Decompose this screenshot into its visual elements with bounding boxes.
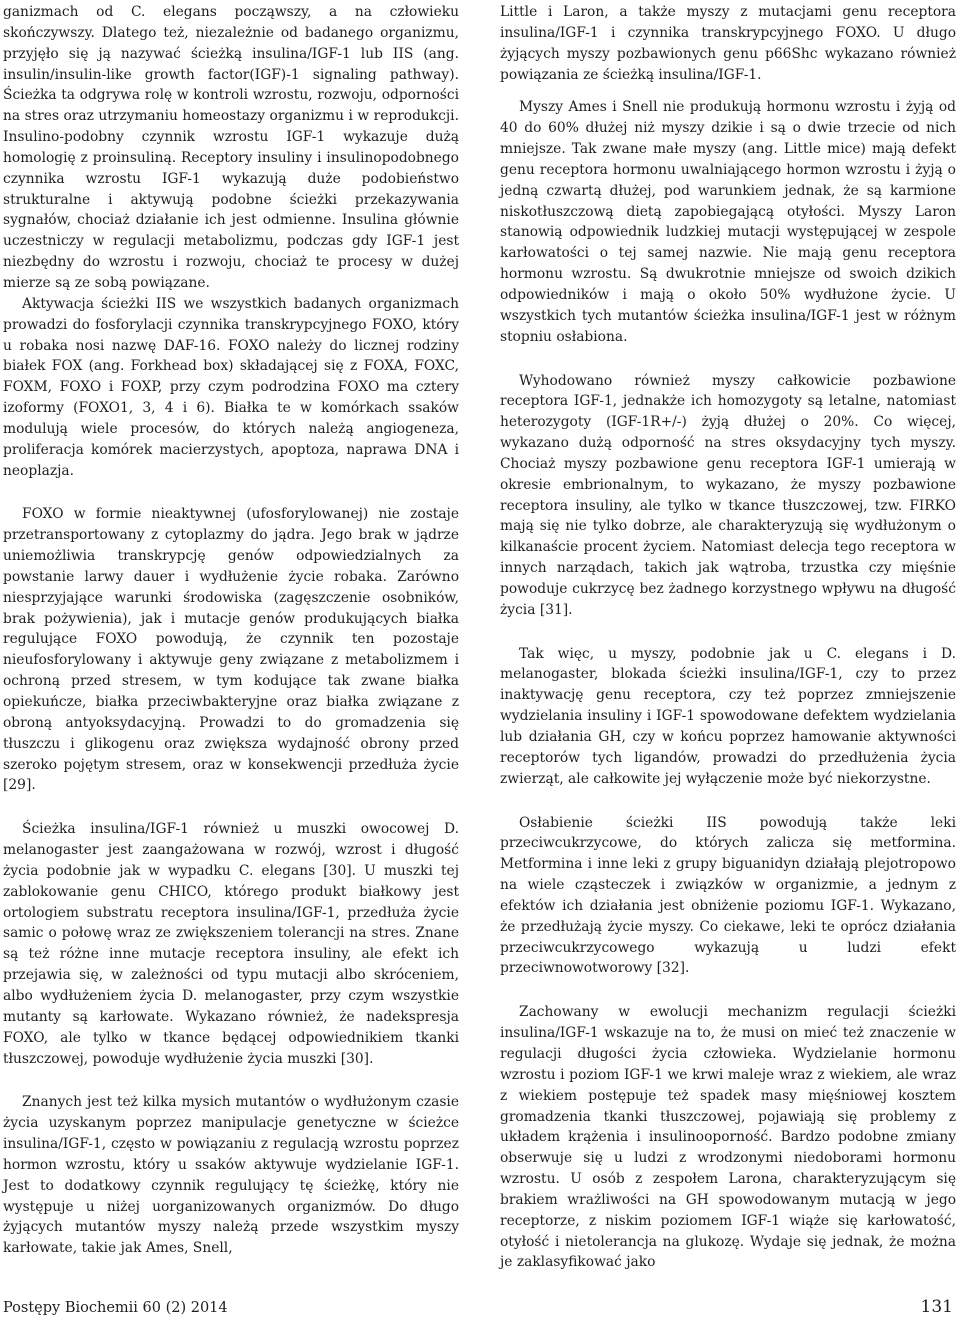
journal-citation: Postępy Biochemii 60 (2) 2014 xyxy=(3,1300,228,1316)
left-text-column xyxy=(3,2,459,1259)
paragraph: Znanych jest też kilka mysich mutantów o wydłużonym czasie życia uzyskanym poprzez manipulacje genetyczne w ścieżce insulina/IGF-1, często w powiązaniu z regulacją wzrostu poprzez hormon wzrostu, który u ssaków aktywuje wydzielanie IGF-1. Jest to dodatkowy czynnik regulujący tę ścieżkę, który nie występuje u niżej uorganizowanych organizmów. Do długo żyjących mutantów myszy należą przede wszystkim myszy karłowate, takie jak Ames, Snell, xyxy=(3,1094,459,1257)
paragraph: Aktywacja ścieżki IIS we wszystkich badanych organizmach prowadzi do fosforylacji czynnika transkrypcyjnego FOXO, który u robaka nosi nazwę DAF-16. FOXO należy do licznej rodziny białek FOX (ang. Forkhead box) składającej się z FOXA, FOXC, FOXM, FOXO i FOXP, przy czym podrodzina FOXO ma cztery izoformy (FOXO1, 3, 4 i 6). Białka te w komórkach ssaków modulują wiele procesów, do których należą angiogeneza, proliferacja komórek macierzystych, apoptoza, naprawa DNA i neoplazja. xyxy=(3,295,459,479)
right-text-column xyxy=(500,2,956,1273)
paragraph: Osłabienie ścieżki IIS powodują także leki przeciwcukrzycowe, do których zalicza się metformina. Metformina i inne leki z grupy biguanidyn działają plejotropowo na wiele cząsteczek i związków w organizmie, a jednym z efektów ich działania jest obniżenie poziomu IGF-1. Wykazano, że przedłużają życie myszy. Co ciekawe, leki te oprócz działania przeciwcukrzycowego wykazują u ludzi efekt przeciwnowotworowy [32]. xyxy=(500,814,956,977)
paragraph: Zachowany w ewolucji mechanizm regulacji ścieżki insulina/IGF-1 wskazuje na to, że musi on mieć też znaczenie w regulacji długości życia człowieka. Wydzielanie hormonu wzrostu i poziom IGF-1 we krwi maleje wraz z wiekiem, ale wraz z wiekiem postępuje też spadek masy mięśniowej kosztem gromadzenia tkanki tłuszczowej, pojawiają się problemy z układem krążenia i insulinooporność. Bardzo podobne zmiany obserwuje się u ludzi z wrodzonymi niedoborami hormonu wzrostu. U osób z zespołem Larona, charakteryzującym się brakiem wrażliwości na GH spowodowanym mutacją w jego receptorze, z niskim poziomem IGF-1 wiąże się karłowatość, otyłość i nietolerancja na glukozę. Wydaje się jednak, że można je zaklasyfikować jako xyxy=(500,1004,956,1271)
paragraph: Tak więc, u myszy, podobnie jak u C. elegans i D. melanogaster, blokada ścieżki insulina/IGF-1, czy to przez inaktywację genu receptora, czy też poprzez zmniejszenie wydzielania insuliny i IGF-1 spowodowane defektem wydzielania lub działania GH, czy w końcu poprzez hamowanie aktywności receptorów tych ligandów, prowadzi do przedłużenia życia zwierząt, ale całkowite jej wyłączenie może być niekorzystne. xyxy=(500,645,956,787)
paragraph: Wyhodowano również myszy całkowicie pozbawione receptora IGF-1, jednakże ich homozygoty są letalne, natomiast heterozygoty (IGF-1R+/-) żyją dłużej o 20%. Co więcej, wykazano dużą odporność na stres oksydacyjny tych myszy. Chociaż myszy pozbawione genu receptora IGF-1 umierają w okresie embrionalnym, to wykazano, że myszy pozbawione receptora insuliny, ale tylko w tkance tłuszczowej, tzw. FIRKO mają się nie tylko dobrze, ale charakteryzują się wydłużonym o kilkanaście procent życiem. Natomiast delecja tego receptora w innych narządach, takich jak wątroba, trzustka czy mięśnie powoduje cukrzycę bez żadnego korzystnego wpływu na długość życia [31]. xyxy=(500,372,956,618)
paragraph: Myszy Ames i Snell nie produkują hormonu wzrostu i żyją od 40 do 60% dłużej niż myszy dzikie i są o dwie trzecie od nich mniejsze. Tak zwane małe myszy (ang. Little mice) mają defekt genu receptora hormonu uwalniającego hormon wzrostu i żyją o jedną czwartą dłużej, pod warunkiem jednak, że są karmione niskotłuszczową dietą zapobiegającą otyłości. Myszy Laron stanowią odpowiednik ludzkiej mutacji występującej w zespole karłowatości o tej samej nazwie. Nie mają genu receptora hormonu wzrostu. Są dwukrotnie mniejsze od swoich dzikich odpowiedników i mają o około 50% wydłużone życie. U wszystkich tych mutantów ścieżka insulina/IGF-1 jest w różnym stopniu osłabiona. xyxy=(500,99,956,345)
page-number: 131 xyxy=(920,1297,953,1317)
paragraph: FOXO w formie nieaktywnej (ufosforylowanej) nie zostaje przetransportowany z cytoplazmy do jądra. Jego brak w jądrze uniemożliwia transkrypcję genów odpowiedzialnych za powstanie larwy dauer i wydłużenie życie robaka. Zarówno niesprzyjające warunki środowiska (zagęszczenie osobników, brak pożywienia), jak i mutacje genów produkujących białka regulujące FOXO powodują, że czynnik ten pozostaje nieufosforylowany i aktywuje geny związane z metabolizmem i ochroną przed stresem, w tym kodujące tak zwane białka opiekuńcze, białka przeciwbakteryjne oraz białka związane z obroną antyoksydacyjną. Prowadzi to do gromadzenia się tłuszczu i glikogenu oraz zwiększa wydajność obrony przed szeroko pojętym stresem, oraz w konsekwencji przedłuża życie [29]. xyxy=(3,506,459,794)
page-footer xyxy=(3,1297,953,1324)
paragraph: ganizmach od C. elegans począwszy, a na człowieku skończywszy. Dlatego też, niezależnie od badanego organizmu, przyjęło się ją nazywać ścieżką insulina/IGF-1 lub IIS (ang. insulin/insulin-like growth factor(IGF)-1 signaling pathway). Ścieżka ta odgrywa rolę w kontroli wzrostu, rozwoju, odporności na stres oraz utrzymaniu homeostazy organizmu i w reprodukcji. Insulino-podobny czynnik wzrostu IGF-1 wykazuje dużą homologię z proinsuliną. Receptory insuliny i insulinopodobnego czynnika wzrostu IGF-1 wykazują duże podobieństwo strukturalne i aktywują podobne ścieżki przekazywania sygnałów, chociaż działanie ich jest odmienne. Insulina głównie uczestniczy w regulacji metabolizmu, podczas gdy IGF-1 jest niezbędny do wzrostu i rozwoju, chociaż te procesy w dużej mierze są ze sobą powiązane. xyxy=(3,4,459,291)
paragraph: Ścieżka insulina/IGF-1 również u muszki owocowej D. melanogaster jest zaangażowana w rozwój, wzrost i długość życia podobnie jak w wypadku C. elegans [30]. U muszki tej zablokowanie genu CHICO, którego produkt białkowy jest ortologiem substratu receptora insulina/IGF-1, przedłuża życie samic o połowę wraz ze zwiększeniem tolerancji na stres. Znane są też różne inne mutacje receptora insuliny, ale efekt ich przejawia się, w zależności od typu mutacji albo skróceniem, albo wydłużeniem życia D. melanogaster, przy czym wszystkie mutanty są karłowate. Wykazano również, że nadekspresja FOXO, ale tylko w tkance będącej odpowiednikiem tkanki tłuszczowej, powoduje wydłużenie życia muszki [30]. xyxy=(3,821,459,1067)
paragraph: Little i Laron, a także myszy z mutacjami genu receptora insulina/IGF-1 i czynnika transkrypcyjnego FOXO. U długo żyjących myszy pozbawionych genu p66Shc wykazano również powiązania ze ścieżką insulina/IGF-1. xyxy=(500,4,956,83)
